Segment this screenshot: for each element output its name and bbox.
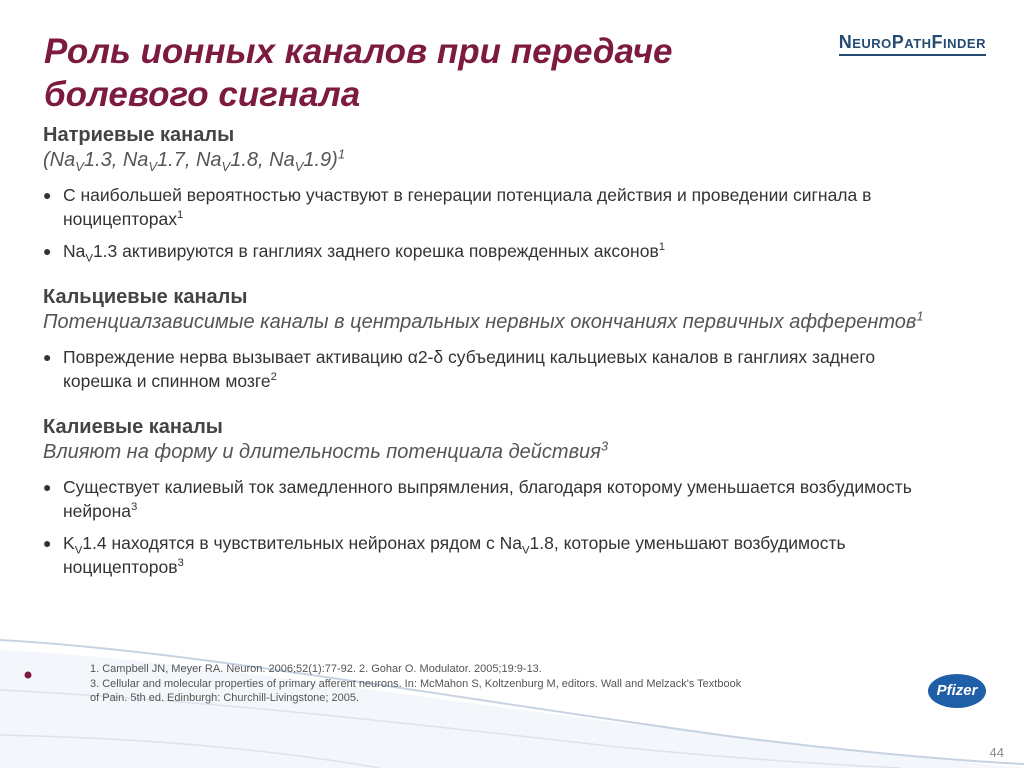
section-heading-potassium: Калиевые каналы [43, 416, 223, 438]
reference-mark: 3 [131, 501, 138, 514]
bullet-text: Na [63, 241, 86, 261]
logo-underline [839, 54, 986, 56]
bullet-dot-icon: ● [43, 187, 52, 203]
logo-letter-n: N [838, 32, 853, 52]
logo-text-euro: EURO [852, 36, 892, 51]
reference-line: 1. Campbell JN, Meyer RA. Neuron. 2006;52(1):77-92. 2. Gohar O. Modulator. 2005;19:9-13. [90, 663, 542, 675]
subtitle-text: 1.8, Na [230, 149, 295, 171]
accent-dot [25, 672, 32, 679]
bullet-dot-icon: ● [43, 243, 52, 259]
reference-line: 3. Cellular and molecular properties of primary afferent neurons. In: McMahon S, Koltzenburg M, editors. Wall and Melzack's Textbook [90, 677, 742, 690]
reference-mark: 1 [916, 308, 924, 324]
bullet-text: 1.4 находятся в чувствительных нейронах рядом с Na [82, 533, 522, 553]
logo-text-ath: ATH [904, 36, 932, 51]
references [90, 662, 890, 706]
subscript: V [148, 159, 158, 174]
logo-text-inder: INDER [943, 36, 986, 51]
bullet-text: 1.3 активируются в ганглиях заднего корешка поврежденных аксонов [92, 241, 659, 261]
logo-letter-f: F [931, 32, 944, 52]
section-heading-calcium: Кальциевые каналы [43, 286, 248, 308]
bullet-text: Существует калиевый ток замедленного выпрямления, благодаря которому уменьшается возбудимость нейрона [63, 477, 912, 521]
section-subtitle-potassium [43, 439, 943, 465]
logo-letter-p: P [891, 32, 905, 52]
section-subtitle-sodium [43, 147, 943, 173]
bullet-item [43, 475, 943, 523]
section-heading-sodium: Натриевые каналы [43, 124, 235, 146]
reference-mark: 1 [658, 241, 666, 254]
bullet-item [43, 531, 943, 579]
bullet-item [43, 183, 943, 231]
pfizer-logo: Pfizer [928, 674, 986, 708]
subtitle-text: Влияют на форму и длительность потенциала действия [43, 441, 601, 463]
reference-mark: 2 [270, 371, 277, 384]
reference-mark: 3 [600, 438, 609, 454]
bullet-text: Повреждение нерва вызывает активацию α2-δ субъединиц кальциевых каналов в ганглиях заднего корешка и спинном мозге [63, 347, 876, 391]
bullet-dot-icon: ● [43, 349, 52, 365]
subtitle-text: (Na [43, 149, 76, 171]
subtitle-text: 1.3, Na [83, 149, 149, 171]
bullet-item [43, 239, 943, 263]
neuropathfinder-logo [839, 32, 986, 56]
subscript: V [74, 544, 83, 557]
bullet-text: С наибольшей вероятностью участвуют в генерации потенциала действия и проведении сигнала в ноцицепторах [63, 185, 872, 229]
bullet-item [43, 345, 943, 393]
reference-mark: 3 [177, 557, 184, 570]
subscript: V [221, 159, 231, 174]
slide-content [43, 123, 943, 579]
subscript: V [521, 544, 530, 557]
page-title: Роль ионных каналов при передаче болевого сигнала [44, 32, 673, 114]
section-subtitle-calcium [43, 309, 943, 335]
bullet-dot-icon: ● [43, 535, 52, 551]
reference-mark: 1 [177, 209, 184, 222]
bullet-text: 1.8, которые уменьшают возбудимость ноцицепторов [63, 533, 846, 577]
page-number: 44 [989, 745, 1004, 760]
subtitle-text: 1.7, Na [157, 149, 222, 171]
subscript: V [75, 159, 84, 174]
subscript: V [85, 252, 93, 265]
subscript: V [294, 159, 304, 174]
reference-mark: 1 [337, 146, 346, 162]
bullet-dot-icon: ● [43, 479, 52, 495]
reference-line: of Pain. 5th ed. Edinburgh: Churchill-Livingstone; 2005. [90, 692, 360, 704]
subtitle-text: 1.9) [303, 149, 338, 171]
bullet-text: K [63, 533, 75, 553]
subtitle-text: Потенциалзависимые каналы в центральных нервных окончаниях первичных афферентов [43, 311, 917, 333]
